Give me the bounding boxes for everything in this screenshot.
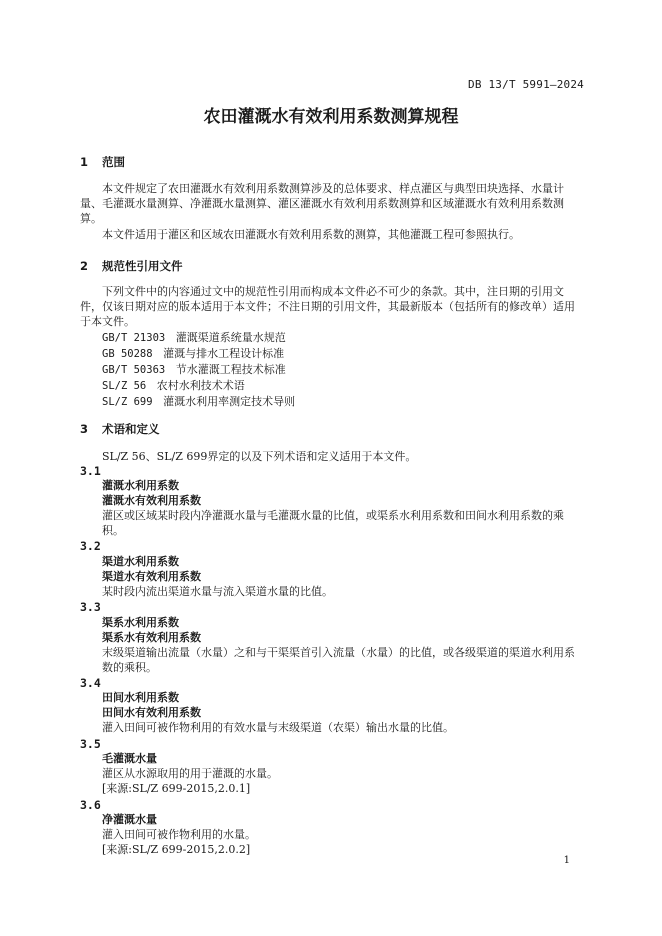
term-definition: 灌区或区域某时段内净灌溉水量与毛灌溉水量的比值，或渠系水利用系数和田间水利用系数的乘积。: [102, 509, 564, 537]
reference-item: [102, 346, 295, 362]
term-definition: 灌入田间可被作物利用的水量。: [102, 828, 256, 841]
reference-code: SL/Z 56: [102, 380, 147, 392]
term-number: 3.3: [80, 600, 101, 614]
paragraph: 本文件规定了农田灌溉水有效利用系数测算涉及的总体要求、样点灌区与典型田块选择、水量计量、毛灌溉水量测算、净灌溉水量测算、灌区灌溉水有效利用系数测算和区域灌溉水有效利用系数测算。: [80, 182, 564, 226]
reference-item: [102, 394, 295, 410]
term-entry: [102, 478, 584, 508]
reference-code: GB/T 21303: [102, 332, 166, 344]
document-title: 农田灌溉水有效利用系数测算规程: [203, 107, 459, 127]
term-name: 渠系水有效利用系数: [102, 631, 201, 644]
term-name: 渠系水利用系数: [102, 616, 179, 629]
paragraph: 本文件适用于灌区和区域农田灌溉水有效利用系数的测算，其他灌溉工程可参照执行。: [102, 227, 520, 241]
term-number: 3.5: [80, 737, 101, 751]
term-number: 3.4: [80, 676, 101, 690]
reference-name: 灌溉渠道系统量水规范: [175, 331, 286, 344]
term-name: 渠道水有效利用系数: [102, 570, 201, 583]
term-name: 渠道水利用系数: [102, 555, 179, 568]
term-entry: [102, 751, 584, 796]
terms-intro: SL/Z 56、SL/Z 699界定的以及下列术语和定义适用于本文件。: [102, 450, 417, 463]
term-definition: 灌入田间可被作物利用的有效水量与末级渠道（农渠）输出水量的比值。: [102, 721, 454, 734]
term-entry: [102, 812, 584, 857]
reference-item: [102, 378, 295, 394]
reference-name: 农村水利技术术语: [156, 379, 245, 392]
section-2-heading: [80, 258, 183, 274]
reference-item: [102, 330, 295, 346]
term-number: 3.2: [80, 539, 101, 553]
section-title: 范围: [102, 155, 126, 169]
term-source: [来源:SL/Z 699-2015,2.0.2]: [102, 843, 251, 856]
term-name: 毛灌溉水量: [102, 752, 157, 765]
reference-list: [102, 330, 295, 410]
reference-code: GB/T 50363: [102, 364, 166, 376]
section-title: 规范性引用文件: [102, 259, 183, 273]
term-definition: 某时段内流出渠道水量与流入渠道水量的比值。: [102, 585, 333, 598]
reference-code: SL/Z 699: [102, 396, 153, 408]
reference-code: GB 50288: [102, 348, 153, 360]
term-name: 灌溉水有效利用系数: [102, 494, 201, 507]
reference-name: 灌溉与排水工程设计标准: [163, 347, 285, 360]
paragraph: 下列文件中的内容通过文中的规范性引用而构成本文件必不可少的条款。其中，注日期的引用文件，仅该日期对应的版本适用于本文件；不注日期的引用文件，其最新版本（包括所有的修改单）适用于本文件。: [80, 285, 575, 329]
section-title: 术语和定义: [102, 422, 160, 436]
term-name: 田间水利用系数: [102, 691, 179, 704]
section-1-body: [80, 181, 584, 242]
page-number: 1: [563, 855, 570, 866]
section-number: 1: [80, 155, 89, 169]
term-name: 净灌溉水量: [102, 813, 157, 826]
term-source: [来源:SL/Z 699-2015,2.0.1]: [102, 782, 251, 795]
section-1-heading: [80, 154, 125, 170]
section-number: 3: [80, 422, 89, 436]
term-entry: [102, 554, 584, 599]
term-definition: 灌区从水源取用的用于灌溉的水量。: [102, 767, 278, 780]
term-name: 田间水有效利用系数: [102, 706, 201, 719]
term-name: 灌溉水利用系数: [102, 479, 179, 492]
standard-code: DB 13/T 5991—2024: [468, 78, 584, 91]
reference-name: 灌溉水利用率测定技术导则: [163, 395, 296, 408]
term-number: 3.6: [80, 798, 101, 812]
term-number: 3.1: [80, 464, 101, 478]
reference-item: [102, 362, 295, 378]
term-entry: [102, 615, 584, 645]
term-entry: [102, 690, 584, 735]
section-2-body: [80, 284, 584, 330]
term-definition: 末级渠道输出流量（水量）之和与干渠渠首引入流量（水量）的比值，或各级渠道的渠道水利用系数的乘积。: [102, 646, 575, 674]
section-number: 2: [80, 259, 89, 273]
reference-name: 节水灌溉工程技术标准: [175, 363, 286, 376]
section-3-heading: [80, 421, 160, 437]
